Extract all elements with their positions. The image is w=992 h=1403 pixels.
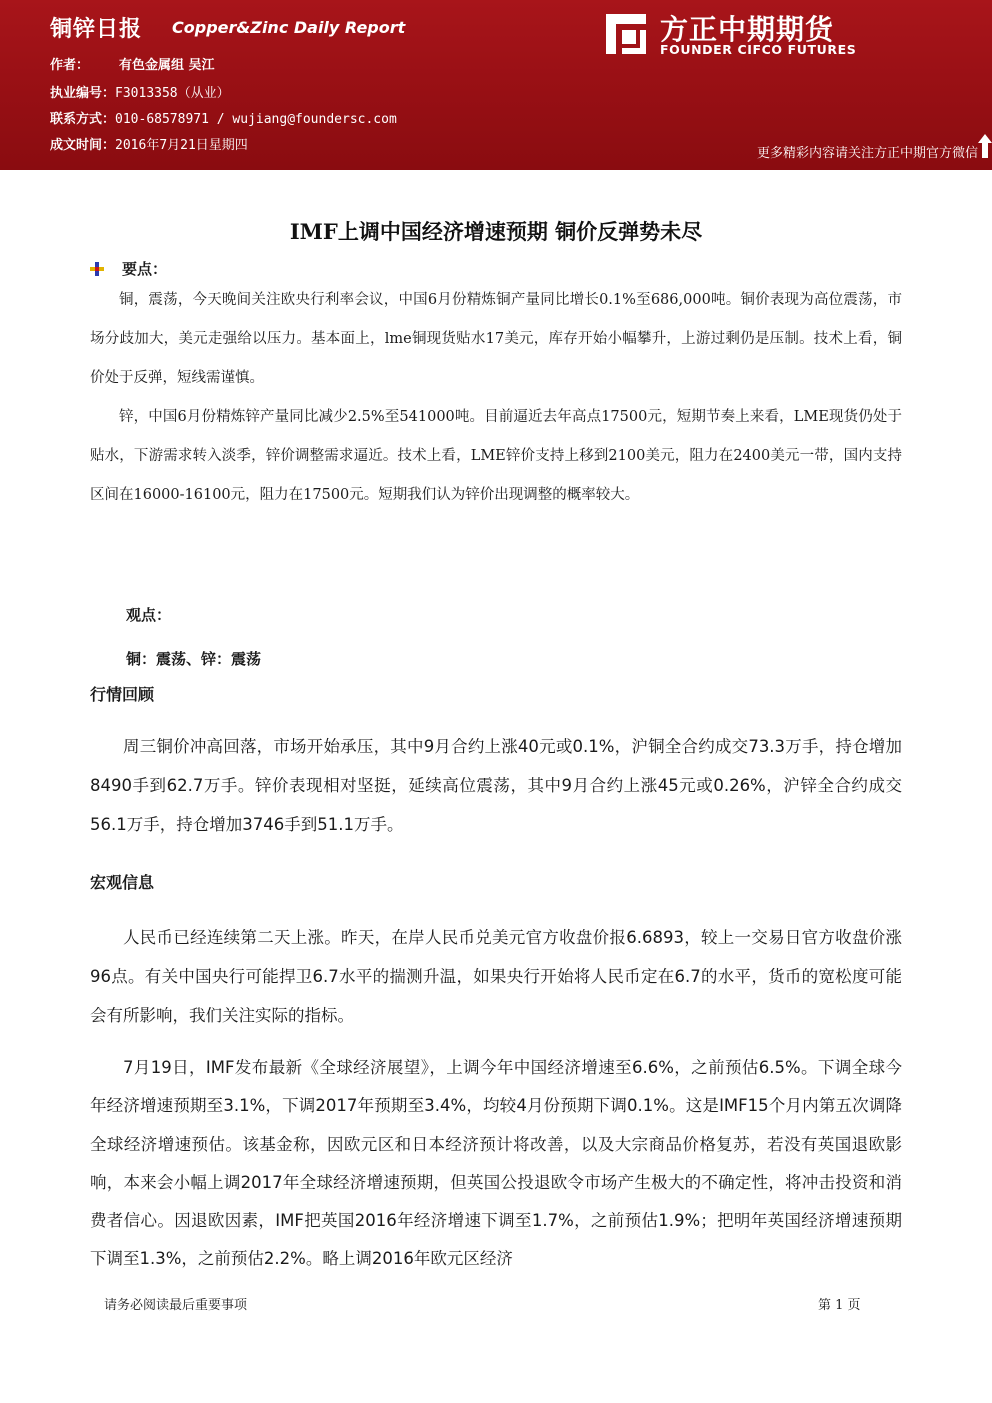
keypoints-heading-text: 要点： <box>122 260 168 278</box>
report-header <box>0 0 992 170</box>
macro-paragraph-1: 人民币已经连续第二天上涨。昨天，在岸人民币兑美元官方收盘价报6.6893，较上一交易日官方收盘价涨96点。有关中国央行可能捍卫6.7水平的揣测升温，如果央行开始将人民币定在6.7的水平，货币的宽松度可能会有所影响，我们关注实际的指标。 <box>90 928 902 1025</box>
view-text: 铜：震荡、锌：震荡 <box>126 650 262 668</box>
keypoint-copper: 铜，震荡，今天晚间关注欧央行利率会议，中国6月份精炼铜产量同比增长0.1%至686,000吨。铜价表现为高位震荡，市场分歧加大，美元走强给以压力。基本面上，lme铜现货贴水17美元，库存开始小幅攀升，上游过剩仍是压制。技术上看，铜价处于反弹，短线需谨慎。 <box>90 292 902 386</box>
license-row <box>50 82 230 101</box>
document-title: IMF上调中国经济增速预期 铜价反弹势未尽 <box>289 219 703 244</box>
keypoints-heading <box>90 258 167 279</box>
report-title-en: Copper&Zinc Daily Report <box>172 18 406 37</box>
company-logo <box>604 8 864 60</box>
view-heading: 观点： <box>126 606 172 624</box>
date-value: 2016年7月21日星期四 <box>115 138 248 153</box>
date-label: 成文时间： <box>50 138 116 153</box>
founder-logo-icon <box>604 12 648 56</box>
bullet-icon <box>90 262 104 276</box>
contact-label: 联系方式： <box>50 112 116 127</box>
macro-heading: 宏观信息 <box>90 873 155 892</box>
logo-text-en: FOUNDER CIFCO FUTURES <box>660 42 857 57</box>
market-review-text: 周三铜价冲高回落，市场开始承压，其中9月合约上涨40元或0.1%，沪铜全合约成交73.3万手，持仓增加8490手到62.7万手。锌价表现相对坚挺，延续高位震荡，其中9月合约上涨45元或0.26%，沪锌全合约成交56.1万手，持仓增加3746手到51.1万手。 <box>90 737 902 834</box>
contact-row <box>50 108 397 127</box>
date-row <box>50 134 248 153</box>
author-row <box>50 54 215 73</box>
author-value: 有色金属组 吴江 <box>119 58 215 73</box>
contact-value: 010-68578971 / wujiang@foundersc.com <box>115 112 397 127</box>
macro-paragraph-2: 7月19日，IMF发布最新《全球经济展望》，上调今年中国经济增速至6.6%，之前预估6.5%。下调全球今年经济增速预期至3.1%，下调2017年预期至3.4%，均较4月份预期下调0.1%。这是IMF15个月内第五次调降全球经济增速预估。该基金称，因欧元区和日本经济预计将改善，以及大宗商品价格复苏，若没有英国退欧影响，本来会小幅上调2017年全球经济增速预期，但英国公投退欧令市场产生极大的不确定性，将冲击投资和消费者信心。因退欧因素，IMF把英国2016年经济增速下调至1.7%，之前预估1.9%；把明年英国经济增速预期下调至1.3%，之前预估2.2%。略上调2016年欧元区经济 <box>90 1058 902 1269</box>
license-value: F3013358（从业） <box>115 86 230 101</box>
logo-text-cn: 方正中期期货 <box>660 13 835 46</box>
wechat-follow-note: 更多精彩内容请关注方正中期官方微信 <box>756 146 978 161</box>
market-review-heading: 行情回顾 <box>90 685 155 704</box>
author-label: 作者： <box>50 58 90 73</box>
footer-disclaimer: 请务必阅读最后重要事项 <box>104 1298 248 1313</box>
up-arrow-icon <box>978 134 992 158</box>
report-title: 铜锌日报 <box>50 17 143 42</box>
license-label: 执业编号： <box>50 86 116 101</box>
page-number: 第 1 页 <box>818 1298 861 1313</box>
keypoint-zinc: 锌，中国6月份精炼锌产量同比减少2.5%至541000吨。目前逼近去年高点17500元，短期节奏上来看，LME现货仍处于贴水，下游需求转入淡季，锌价调整需求逼近。技术上看，LME锌价支持上移到2100美元，阻力在2400美元一带，国内支持区间在16000-16100元，阻力在17500元。短期我们认为锌价出现调整的概率较大。 <box>90 409 902 503</box>
